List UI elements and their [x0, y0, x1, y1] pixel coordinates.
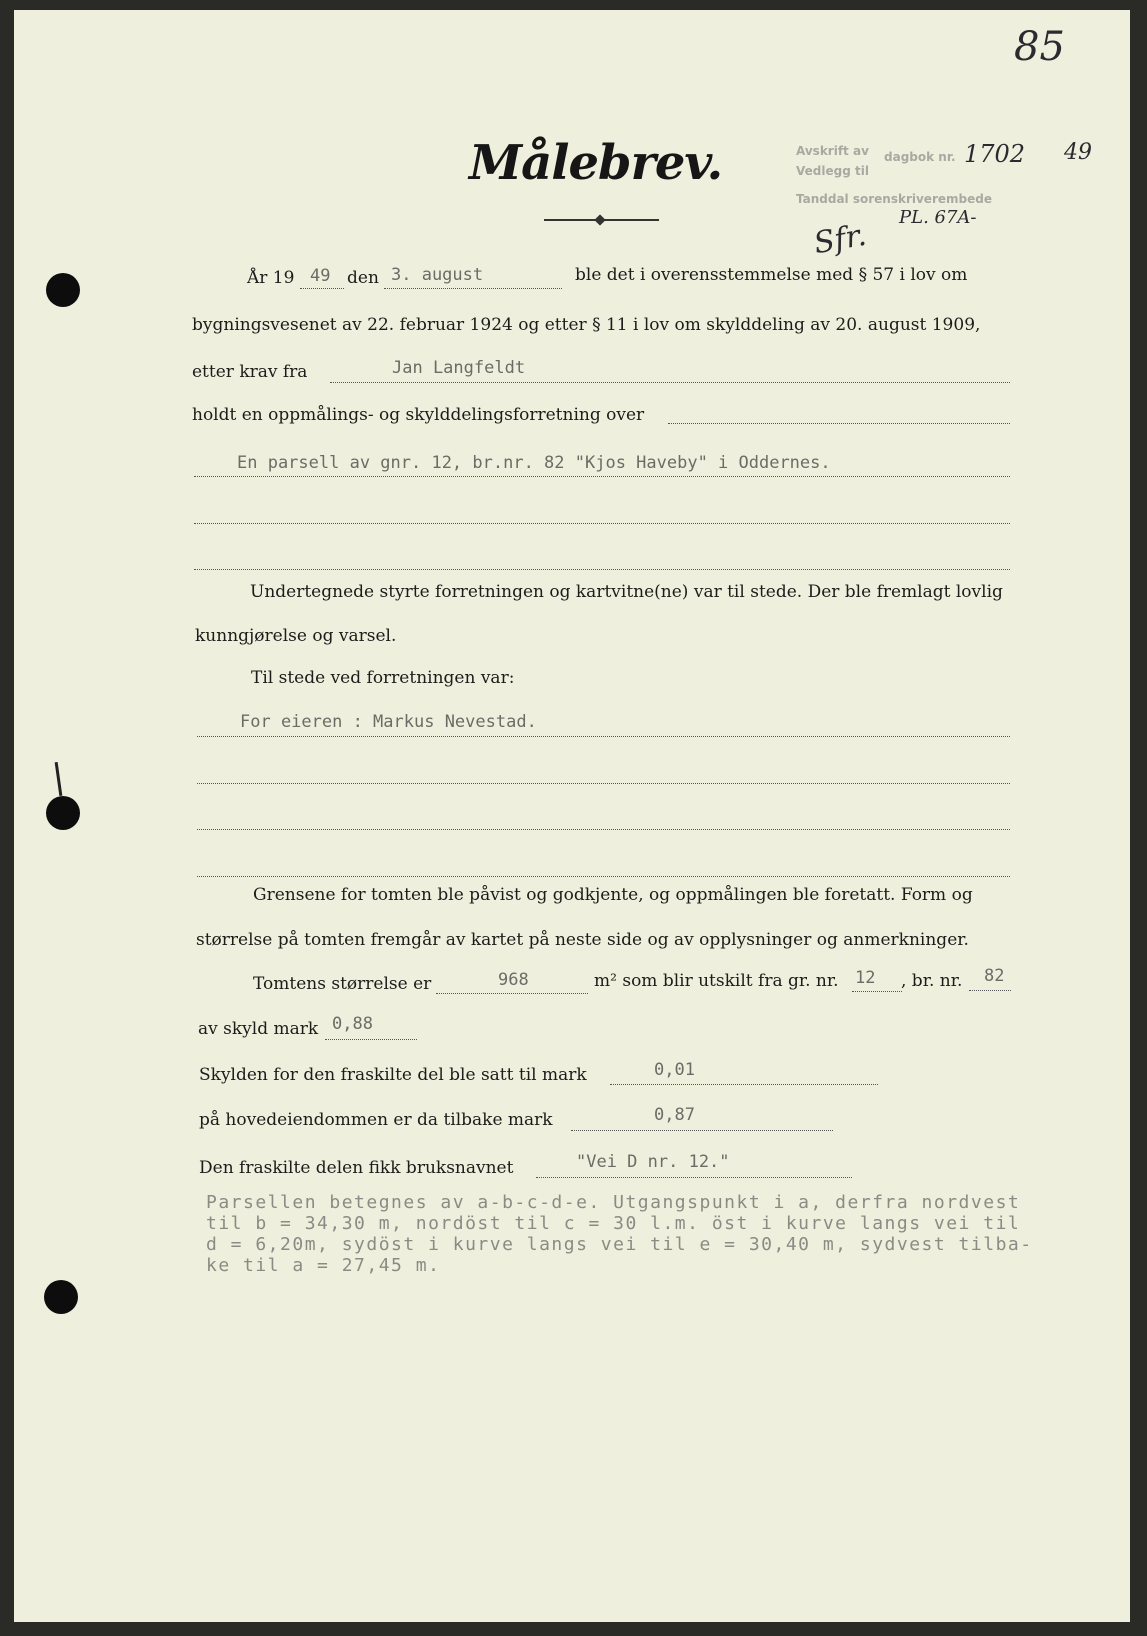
requester-label: etter krav fra	[192, 362, 308, 382]
bruksnavn-value: "Vei D nr. 12."	[576, 1152, 730, 1172]
attendance-line-2: kunngjørelse og varsel.	[195, 626, 397, 646]
dotted-line	[969, 990, 1011, 991]
size-label: Tomtens størrelse er	[253, 974, 432, 994]
attendance-til-stede: Til stede ved forretningen var:	[251, 668, 515, 688]
description-line-1: Parsellen betegnes av a-b-c-d-e. Utgangspunkt i a, derfra nordvest	[206, 1192, 1021, 1213]
stamp-line-3: Tanddal sorenskriverembede	[796, 192, 992, 206]
punch-hole	[44, 1280, 78, 1314]
dotted-line	[610, 1084, 878, 1085]
attendance-line-1: Undertegnede styrte forretningen og kartvitne(ne) var til stede. Der ble fremlagt lovlig	[250, 582, 1003, 602]
dotted-line	[194, 523, 1010, 524]
dotted-line	[197, 736, 1010, 737]
dotted-line	[668, 423, 1010, 424]
reference-handwritten: PL. 67A-	[899, 207, 977, 228]
description-line-3: d = 6,20m, sydöst i kurve langs vei til e = 30,40 m, sydvest tilba-	[206, 1234, 1033, 1255]
description-line-4: ke til a = 27,45 m.	[206, 1255, 441, 1276]
hoved-value: 0,87	[654, 1105, 695, 1125]
size-value: 968	[498, 970, 529, 990]
fraskilt-label: Skylden for den fraskilte del ble satt til mark	[199, 1065, 587, 1085]
page-title: Målebrev.	[469, 135, 723, 191]
date-value: 3. august	[391, 265, 484, 285]
punch-hole	[46, 796, 80, 830]
holdt-label: holdt en oppmålings- og skylddelingsforretning over	[192, 405, 645, 425]
dotted-line	[197, 783, 1010, 784]
year-prefix: År 19	[247, 268, 295, 288]
stamp-handwritten-year: 49	[1064, 140, 1092, 165]
dotted-line	[571, 1130, 833, 1131]
dotted-line	[197, 829, 1010, 830]
den-label: den	[347, 268, 379, 288]
document-page	[14, 10, 1130, 1622]
initials-handwritten: Sfr.	[811, 217, 869, 262]
intro-line-1: ble det i overensstemmelse med § 57 i lov om	[575, 265, 968, 285]
fraskilt-value: 0,01	[654, 1060, 695, 1080]
gr-nr-value: 12	[855, 968, 876, 988]
present-value: For eieren : Markus Nevestad.	[240, 712, 537, 732]
stamp-handwritten-number: 1702	[964, 140, 1026, 168]
pencil-mark	[55, 762, 63, 796]
size-unit: m² som blir utskilt fra gr. nr.	[594, 971, 839, 991]
intro-line-2: bygningsvesenet av 22. februar 1924 og etter § 11 i lov om skylddeling av 20. august 1909,	[192, 315, 981, 335]
dotted-line	[436, 993, 588, 994]
stamp-line-2: Vedlegg til	[796, 164, 869, 178]
property-value: En parsell av gnr. 12, br.nr. 82 "Kjos Haveby" i Oddernes.	[237, 453, 831, 473]
dotted-line	[325, 1039, 417, 1040]
dotted-line	[194, 476, 1010, 477]
boundaries-line-2: størrelse på tomten fremgår av kartet på neste side og av opplysninger og anmerkninger.	[196, 930, 969, 950]
dotted-line	[384, 288, 562, 289]
dotted-line	[536, 1177, 852, 1178]
stamp-line-1: Avskrift av	[796, 144, 869, 158]
dotted-line	[194, 569, 1010, 570]
requester-value: Jan Langfeldt	[392, 358, 526, 378]
dotted-line	[300, 288, 344, 289]
br-nr-value: 82	[984, 966, 1005, 986]
dotted-line	[197, 876, 1010, 877]
skyld-label: av skyld mark	[198, 1019, 319, 1039]
year-value: 49	[310, 266, 331, 286]
description-line-2: til b = 34,30 m, nordöst til c = 30 l.m. öst i kurve langs vei til	[206, 1213, 1021, 1234]
boundaries-line-1: Grensene for tomten ble påvist og godkjente, og oppmålingen ble foretatt. Form og	[253, 885, 973, 905]
bruksnavn-label: Den fraskilte delen fikk bruksnavnet	[199, 1158, 514, 1178]
punch-hole	[46, 273, 80, 307]
skyld-value: 0,88	[332, 1014, 373, 1034]
stamp-line-1b: dagbok nr.	[884, 150, 956, 164]
br-nr-label: , br. nr.	[901, 971, 963, 991]
page-number: 85	[1014, 24, 1065, 70]
hoved-label: på hovedeiendommen er da tilbake mark	[199, 1110, 553, 1130]
dotted-line	[330, 382, 1010, 383]
dotted-line	[852, 991, 902, 992]
title-ornament	[594, 214, 605, 225]
